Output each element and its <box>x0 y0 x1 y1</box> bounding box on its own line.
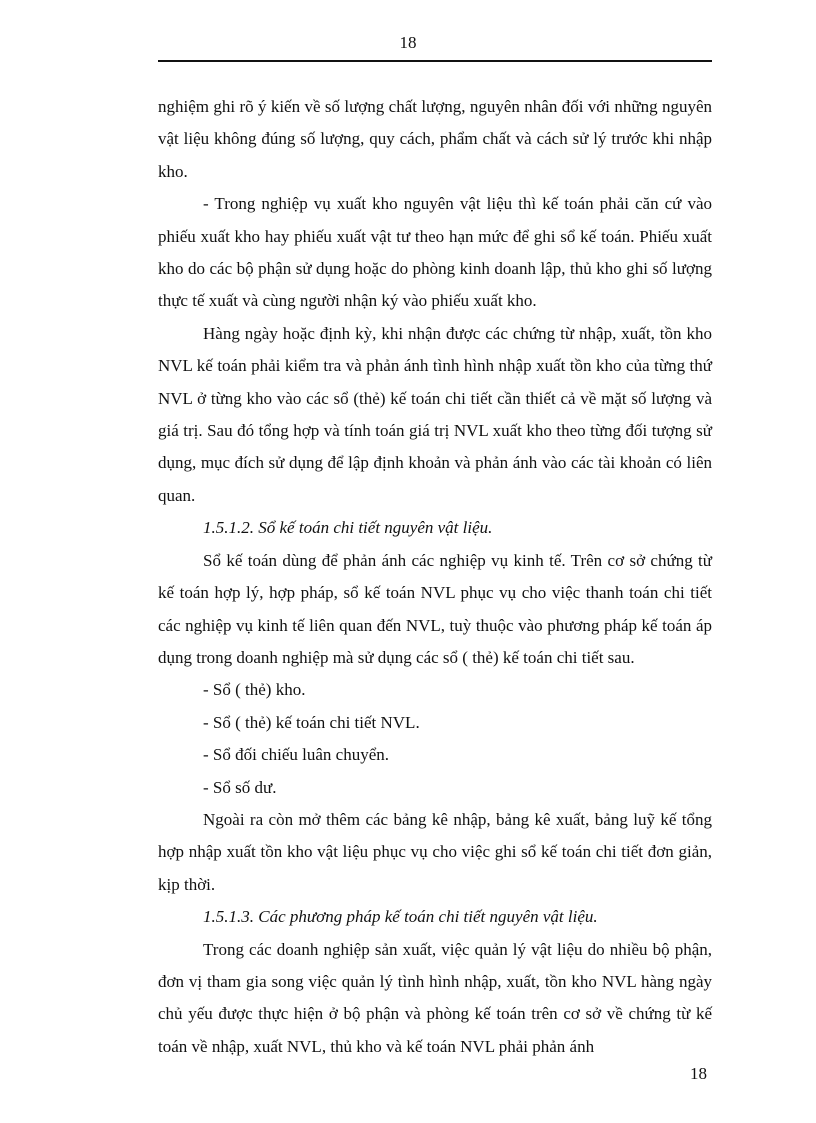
paragraph-4: Sổ kế toán dùng để phản ánh các nghiệp vụ kinh tế. Trên cơ sở chứng từ kế toán hợp lý, hợp pháp, sổ kế toán NVL phục vụ cho việc thanh toán chi tiết các nghiệp vụ kinh tế liên quan đến NVL, tuỳ thuộc vào phương pháp kế toán áp dụng trong doanh nghiệp mà sử dụng các sổ ( thẻ) kế toán chi tiết sau. <box>158 550 712 667</box>
page-header-number: 18 <box>399 33 417 52</box>
list-item: - Sổ ( thẻ) kho. <box>203 680 306 700</box>
section-heading-1-5-1-2: 1.5.1.2. Sổ kế toán chi tiết nguyên vật liệu. <box>203 518 493 538</box>
section-heading-1-5-1-3: 1.5.1.3. Các phương pháp kế toán chi tiết nguyên vật liệu. <box>203 907 598 927</box>
paragraph-3: Hàng ngày hoặc định kỳ, khi nhận được các chứng từ nhập, xuất, tồn kho NVL kế toán phải kiểm tra và phản ánh tình hình nhập xuất tồn kho của từng thứ NVL ở từng kho vào các sổ (thẻ) kế toán chi tiết cần thiết cả về mặt số lượng và giá trị. Sau đó tổng hợp và tính toán giá trị NVL xuất kho theo từng đối tượng sử dụng, mục đích sử dụng để lập định khoản và phản ánh vào các tài khoản có liên quan. <box>158 323 712 505</box>
page-footer-number: 18 <box>690 1064 707 1083</box>
document-body <box>158 91 712 1063</box>
list-item: - Sổ số dư. <box>203 777 277 797</box>
paragraph-6: Trong các doanh nghiệp sản xuất, việc quản lý vật liệu do nhiều bộ phận, đơn vị tham gia song việc quản lý tình hình nhập, xuất, tồn kho NVL hàng ngày chủ yếu được thực hiện ở bộ phận và phòng kế toán trên cơ sở về chứng từ kế toán về nhập, xuất NVL, thủ kho và kế toán NVL phải phản ánh <box>158 939 712 1056</box>
list-item: - Sổ ( thẻ) kế toán chi tiết NVL. <box>203 712 420 732</box>
paragraph-5: Ngoài ra còn mở thêm các bảng kê nhập, bảng kê xuất, bảng luỹ kế tổng hợp nhập xuất tồn kho vật liệu phục vụ cho việc ghi sổ kế toán chi tiết đơn giản, kịp thời. <box>158 809 712 894</box>
paragraph-2: - Trong nghiệp vụ xuất kho nguyên vật liệu thì kế toán phải căn cứ vào phiếu xuất kho hay phiếu xuất vật tư theo hạn mức để ghi sổ kế toán. Phiếu xuất kho do các bộ phận sử dụng hoặc do phòng kinh doanh lập, thủ kho ghi số lượng thực tế xuất và cùng người nhận ký vào phiếu xuất kho. <box>158 194 712 311</box>
list-item: - Sổ đối chiếu luân chuyển. <box>203 745 390 765</box>
paragraph-1: nghiệm ghi rõ ý kiến về số lượng chất lượng, nguyên nhân đối với những nguyên vật liệu không đúng số lượng, quy cách, phẩm chất và cách sử lý trước khi nhập kho. <box>158 97 712 181</box>
header-divider <box>158 60 712 62</box>
